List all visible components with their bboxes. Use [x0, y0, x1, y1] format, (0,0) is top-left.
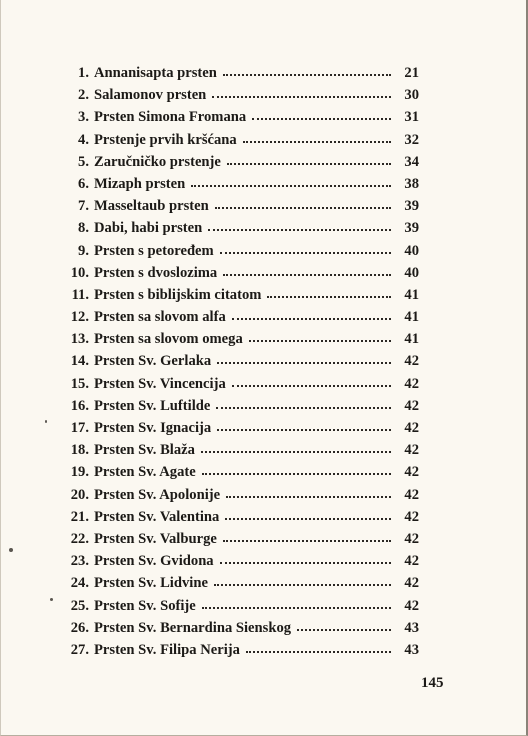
toc-entry-title: Prsten Sv. Valburge	[94, 530, 217, 547]
toc-entry-page: 42	[404, 508, 419, 525]
toc-entry-title: Prsten Sv. Gerlaka	[94, 353, 212, 370]
toc-entry-title: Prsten Sv. Bernardina Sienskog	[94, 619, 292, 636]
ink-speck	[9, 548, 13, 552]
toc-entry	[59, 595, 419, 617]
toc-entry-number: 9.	[78, 242, 89, 259]
toc-entry-number: 15.	[70, 375, 89, 392]
toc-entry-title: Prsten Sv. Sofije	[94, 597, 196, 614]
toc-entry-number: 21.	[70, 508, 89, 525]
toc-entry-page: 42	[404, 375, 419, 392]
toc-entry-page: 40	[404, 242, 419, 259]
toc-entry-page: 39	[404, 198, 419, 215]
toc-entry-title: Masseltaub prsten	[94, 198, 209, 215]
toc-dot-leader	[215, 207, 391, 209]
toc-entry-page: 42	[404, 553, 419, 570]
toc-entry-page: 42	[404, 464, 419, 481]
toc-dot-leader	[217, 429, 391, 431]
toc-entry-number: 17.	[70, 420, 89, 436]
toc-dot-leader	[216, 407, 391, 409]
toc-entry-page: 21	[404, 65, 419, 81]
toc-entry-title: Salamonov prsten	[94, 87, 207, 104]
toc-entry-number: 1.	[78, 65, 89, 81]
toc-dot-leader	[223, 540, 391, 542]
toc-dot-leader	[226, 496, 391, 498]
toc-entry-title: Prsten Sv. Ignacija	[94, 420, 212, 436]
toc-entry	[59, 84, 419, 106]
toc-entry-number: 19.	[70, 464, 89, 481]
toc-entry-page: 42	[404, 486, 419, 503]
toc-dot-leader	[267, 296, 391, 298]
toc-entry-number: 11.	[71, 286, 89, 303]
toc-entry-number: 18.	[70, 442, 89, 459]
toc-entry-title: Prsten Sv. Agate	[94, 464, 196, 481]
toc-entry-page: 34	[404, 153, 419, 170]
toc-dot-leader	[225, 518, 391, 520]
toc-entry-page: 43	[404, 641, 419, 658]
toc-entry-title: Prstenje prvih kršćana	[94, 131, 237, 148]
toc-dot-leader	[243, 141, 391, 143]
toc-entry-number: 2.	[78, 87, 89, 104]
toc-entry-title: Prsten s biblijskim citatom	[94, 286, 262, 303]
toc-entry-page: 42	[404, 597, 419, 614]
toc-entry	[59, 306, 419, 328]
toc-entry-page: 42	[404, 442, 419, 459]
toc-dot-leader	[202, 473, 391, 475]
toc-entry-number: 6.	[78, 175, 89, 192]
toc-dot-leader	[232, 318, 391, 320]
toc-dot-leader	[252, 118, 391, 120]
toc-entry	[59, 62, 419, 84]
toc-dot-leader	[212, 96, 391, 98]
toc-entry	[59, 129, 419, 151]
toc-entry	[59, 106, 419, 128]
toc-entry-number: 13.	[70, 331, 89, 348]
toc-entry-title: Prsten Sv. Luftilde	[94, 397, 211, 414]
toc-entry-page: 41	[404, 286, 419, 303]
ink-speck	[45, 420, 47, 423]
toc-entry-title: Prsten Sv. Apolonije	[94, 486, 221, 503]
toc-dot-leader	[220, 252, 391, 254]
toc-entry-number: 20.	[70, 486, 89, 503]
toc-entry-page: 40	[404, 264, 419, 281]
toc-entry-title: Prsten sa slovom omega	[94, 331, 243, 348]
toc-entry	[59, 572, 419, 594]
toc-entry-number: 7.	[78, 198, 89, 215]
toc-entry	[59, 284, 419, 306]
toc-dot-leader	[223, 274, 391, 276]
toc-entry-number: 4.	[78, 131, 89, 148]
toc-entry	[59, 528, 419, 550]
toc-entry	[59, 506, 419, 528]
toc-entry	[59, 350, 419, 372]
toc-entry-title: Prsten s dvoslozima	[94, 264, 218, 281]
toc-entry	[59, 550, 419, 572]
toc-entry	[59, 262, 419, 284]
toc-entry-page: 41	[404, 309, 419, 326]
toc-dot-leader	[217, 362, 391, 364]
page-number: 145	[421, 675, 444, 691]
toc-entry-title: Dabi, habi prsten	[94, 220, 203, 237]
toc-entry-page: 42	[404, 530, 419, 547]
toc-entry-page: 42	[404, 397, 419, 414]
toc-entry-number: 27.	[70, 641, 89, 658]
toc-dot-leader	[220, 562, 391, 564]
toc-entry	[59, 173, 419, 195]
toc-entry-number: 16.	[70, 397, 89, 414]
toc-entry-number: 3.	[78, 109, 89, 126]
toc-entry-number: 23.	[70, 553, 89, 570]
toc-entry-page: 41	[404, 331, 419, 348]
toc-entry-title: Prsten Sv. Valentina	[94, 508, 220, 525]
table-of-contents	[59, 62, 419, 661]
toc-entry-page: 42	[404, 575, 419, 592]
toc-entry-number: 22.	[70, 530, 89, 547]
toc-entry-page: 38	[404, 175, 419, 192]
toc-entry	[59, 461, 419, 483]
toc-dot-leader	[297, 629, 391, 631]
toc-entry-title: Prsten Simona Fromana	[94, 109, 247, 126]
toc-entry-page: 39	[404, 220, 419, 237]
toc-entry-title: Prsten Sv. Gvidona	[94, 553, 214, 570]
toc-dot-leader	[227, 163, 391, 165]
toc-entry-page: 30	[404, 87, 419, 104]
toc-entry	[59, 217, 419, 239]
toc-dot-leader	[223, 74, 391, 76]
toc-entry-title: Prsten Sv. Blaža	[94, 442, 195, 459]
toc-entry-title: Prsten Sv. Lidvine	[94, 575, 208, 592]
toc-entry-title: Prsten s petoređem	[94, 242, 214, 259]
toc-entry	[59, 151, 419, 173]
toc-entry-page: 42	[404, 420, 419, 436]
toc-dot-leader	[246, 651, 391, 653]
toc-dot-leader	[201, 451, 391, 453]
toc-entry	[59, 617, 419, 639]
toc-entry	[59, 328, 419, 350]
toc-entry-number: 14.	[70, 353, 89, 370]
toc-entry-title: Zaručničko prstenje	[94, 153, 221, 170]
toc-entry-title: Annanisapta prsten	[94, 65, 217, 81]
toc-entry	[59, 417, 419, 439]
ink-speck	[50, 598, 53, 601]
toc-dot-leader	[202, 607, 391, 609]
toc-dot-leader	[232, 385, 391, 387]
toc-dot-leader	[191, 185, 391, 187]
toc-dot-leader	[249, 340, 391, 342]
toc-entry-title: Prsten sa slovom alfa	[94, 309, 226, 326]
toc-entry	[59, 639, 419, 661]
toc-entry-number: 8.	[78, 220, 89, 237]
toc-entry-number: 12.	[70, 309, 89, 326]
toc-dot-leader	[214, 584, 391, 586]
toc-dot-leader	[208, 229, 391, 231]
toc-entry-number: 26.	[70, 619, 89, 636]
toc-entry	[59, 395, 419, 417]
toc-entry-number: 25.	[70, 597, 89, 614]
toc-entry-title: Prsten Sv. Vincencija	[94, 375, 226, 392]
toc-entry-title: Mizaph prsten	[94, 175, 186, 192]
toc-entry-page: 43	[404, 619, 419, 636]
toc-entry-page: 31	[404, 109, 419, 126]
toc-entry	[59, 373, 419, 395]
toc-entry	[59, 195, 419, 217]
toc-entry-page: 42	[404, 353, 419, 370]
toc-entry	[59, 484, 419, 506]
toc-entry	[59, 439, 419, 461]
toc-entry-number: 24.	[70, 575, 89, 592]
toc-entry-number: 10.	[70, 264, 89, 281]
toc-entry-title: Prsten Sv. Filipa Nerija	[94, 641, 240, 658]
toc-entry-page: 32	[404, 131, 419, 148]
toc-entry-number: 5.	[78, 153, 89, 170]
toc-entry	[59, 240, 419, 262]
